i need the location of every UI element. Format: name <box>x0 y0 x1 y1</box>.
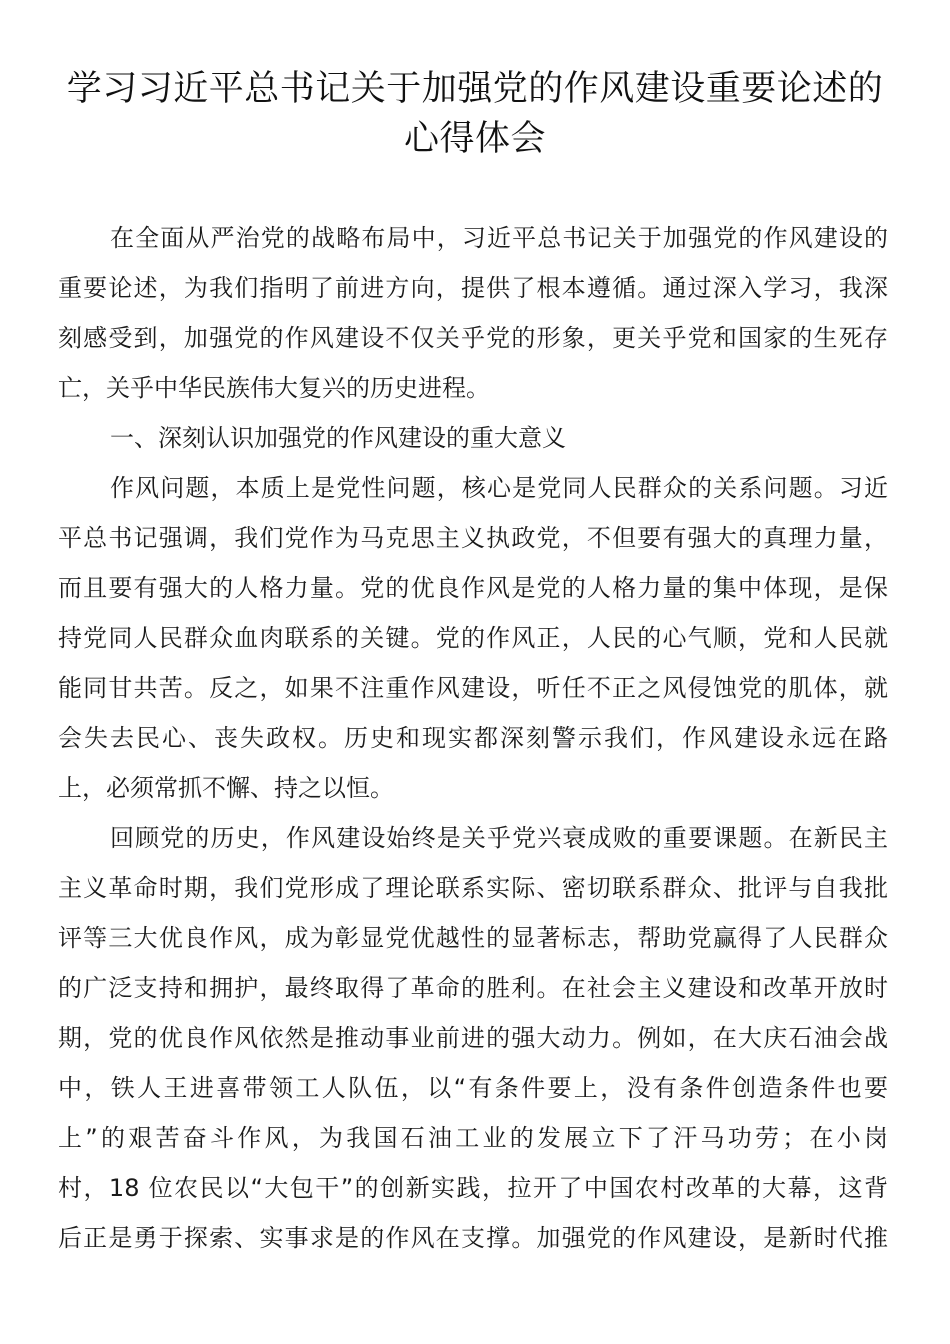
document-body <box>58 213 888 1263</box>
paragraph-line: 期，党的优良作风依然是推动事业前进的强大动力。例如，在大庆石油会战 <box>58 1024 888 1052</box>
paragraph-line: 平总书记强调，我们党作为马克思主义执政党，不但要有强大的真理力量， <box>58 524 888 552</box>
title-line-1: 学习习近平总书记关于加强党的作风建设重要论述的 <box>66 69 884 109</box>
paragraph-line: 能同甘共苦。反之，如果不注重作风建设，听任不正之风侵蚀党的肌体，就 <box>58 674 888 702</box>
paragraph-line: 在全面从严治党的战略布局中，习近平总书记关于加强党的作风建设的 <box>110 224 888 252</box>
paragraph-line: 而且要有强大的人格力量。党的优良作风是党的人格力量的集中体现，是保 <box>58 574 888 602</box>
paragraph-line: 中，铁人王进喜带领工人队伍，以“有条件要上，没有条件创造条件也要 <box>58 1074 888 1102</box>
title-line-2: 心得体会 <box>403 119 546 159</box>
paragraph-line: 作风问题，本质上是党性问题，核心是党同人民群众的关系问题。习近 <box>110 474 888 502</box>
paragraph-line: 评等三大优良作风，成为彰显党优越性的显著标志，帮助党赢得了人民群众 <box>58 924 888 952</box>
paragraph-line: 回顾党的历史，作风建设始终是关乎党兴衰成败的重要课题。在新民主 <box>110 824 888 852</box>
paragraph-line: 主义革命时期，我们党形成了理论联系实际、密切联系群众、批评与自我批 <box>58 874 888 902</box>
paragraph-line: 持党同人民群众血肉联系的关键。党的作风正，人民的心气顺，党和人民就 <box>58 624 888 652</box>
paragraph-line: 重要论述，为我们指明了前进方向，提供了根本遵循。通过深入学习，我深 <box>58 274 888 302</box>
section-heading: 一、深刻认识加强党的作风建设的重大意义 <box>110 424 566 452</box>
paragraph-line: 刻感受到，加强党的作风建设不仅关乎党的形象，更关乎党和国家的生死存 <box>58 324 888 352</box>
paragraph-line: 后正是勇于探索、实事求是的作风在支撑。加强党的作风建设，是新时代推 <box>58 1224 888 1252</box>
paragraph-line: 会失去民心、丧失政权。历史和现实都深刻警示我们，作风建设永远在路 <box>58 724 888 752</box>
paragraph-line: 村，18 位农民以“大包干”的创新实践，拉开了中国农村改革的大幕，这背 <box>58 1174 888 1202</box>
document-title <box>50 64 900 164</box>
paragraph-line: 的广泛支持和拥护，最终取得了革命的胜利。在社会主义建设和改革开放时 <box>58 974 888 1002</box>
paragraph-line: 上，必须常抓不懈、持之以恒。 <box>58 774 394 802</box>
paragraph-line: 上”的艰苦奋斗作风，为我国石油工业的发展立下了汗马功劳；在小岗 <box>58 1124 888 1152</box>
paragraph-line: 亡，关乎中华民族伟大复兴的历史进程。 <box>58 374 490 402</box>
